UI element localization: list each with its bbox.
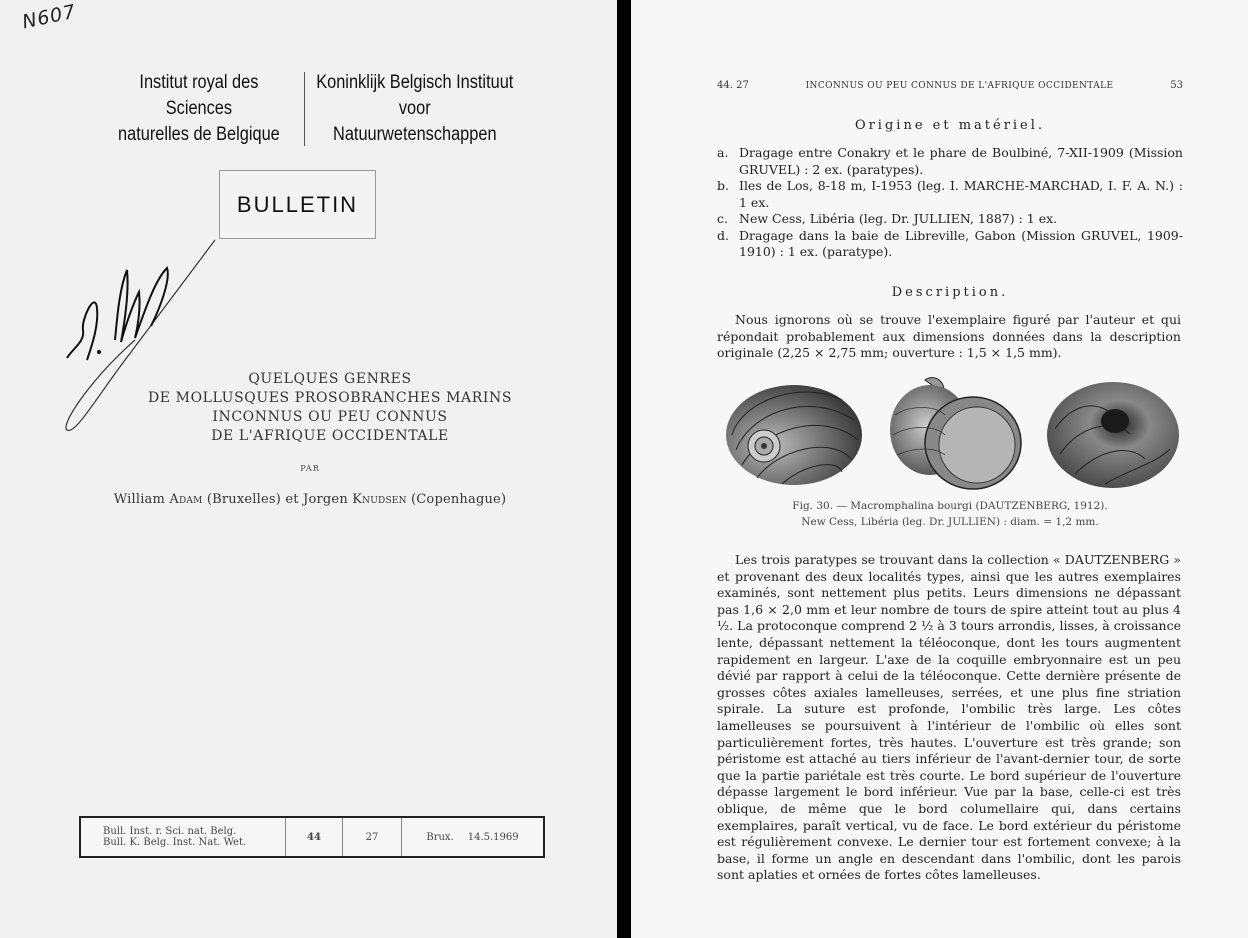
authors-line: William Adam (Bruxelles) et Jorgen Knudsen (Copenhague): [113, 492, 507, 507]
handwritten-catalog-number: N607: [20, 0, 79, 34]
shell-umbilical-view-icon: [1045, 379, 1181, 491]
figure-caption: [717, 498, 1183, 530]
article-title: QUELQUES GENRES DE MOLLUSQUES PROSOBRANCHES MARINS INCONNUS OU PEU CONNUS DE L'AFRIQUE OCCIDENTALE: [147, 371, 513, 444]
figure-caption-line1: Fig. 30. — Macromphalina bourgi (DAUTZENBERG, 1912).: [792, 500, 1108, 512]
author1-surname: Adam: [169, 492, 203, 507]
institute-name-french: Institut royal des Sciences naturelles de Belgique: [118, 72, 280, 145]
page-number: 53: [1170, 80, 1183, 91]
par-label: PAR: [300, 464, 320, 473]
origin-heading: Origine et matériel.: [854, 118, 1046, 133]
shell-figure: [717, 375, 1183, 495]
institute-header: [60, 70, 560, 148]
citation-place-date: Brux. 14.5.1969: [426, 831, 519, 843]
figure-caption-line2: New Cess, Libéria (leg. Dr. JULLIEN) : diam. = 1,2 mm.: [801, 516, 1099, 528]
citation-box: [79, 816, 545, 858]
institute-name-dutch: Koninklijk Belgisch Instituut voor Natuurwetenschappen: [315, 72, 514, 145]
description-intro: Nous ignorons où se trouve l'exemplaire figuré par l'auteur et qui répondait probablement aux dimensions données dans la description originale (2,25 × 2,75 mm; ouverture : 1,5 × 1,5 mm).: [717, 312, 1181, 361]
origin-item: d. Dragage dans la baie de Libreville, Gabon (Mission GRUVEL, 1909-1910) : 1 ex. (paratype).: [717, 227, 1183, 259]
citation-journal: Bull. Inst. r. Sci. nat. Belg. Bull. K. Belg. Inst. Nat. Wet.: [81, 818, 286, 856]
cover-page: [0, 0, 617, 938]
citation-number: 27: [343, 818, 402, 856]
volume-number: 44. 27: [717, 80, 749, 91]
shell-apical-view-icon: [722, 380, 862, 490]
description-heading: Description.: [891, 285, 1009, 300]
shell-apertural-view-icon: [885, 375, 1025, 493]
citation-volume: 44: [286, 818, 343, 856]
bulletin-label: BULLETIN: [219, 170, 376, 239]
running-head: [717, 80, 1183, 91]
origin-list: [717, 145, 1183, 261]
origin-item: c. New Cess, Libéria (leg. Dr. JULLIEN, 1887) : 1 ex.: [717, 211, 1058, 226]
author2-surname: Knudsen: [352, 492, 407, 507]
running-title: INCONNUS OU PEU CONNUS DE L'AFRIQUE OCCIDENTALE: [805, 81, 1114, 91]
origin-item: b. Iles de Los, 8-18 m, I-1953 (leg. I. MARCHE-MARCHAD, I. F. A. N.) : 1 ex.: [717, 178, 1183, 210]
origin-item: a. Dragage entre Conakry et le phare de Boulbiné, 7-XII-1909 (Mission GRUVEL) : 2 ex. (paratypes).: [717, 145, 1183, 177]
description-body: Les trois paratypes se trouvant dans la collection « DAUTZENBERG » et provenant des deux localités types, ainsi que les autres exemplaires examinés, sont nettement plus petits. Leurs dimensions ne dépassant pas 1,6 × 2,0 mm et leur nombre de tours de spire atteint tout au plus 4 ½. La protoconque comprend 2 ½ à 3 tours arrondis, lisses, à croissance lente, dépassant nettement la téléoconque, dont les tours augmentent rapidement en largeur. L'axe de la coquille embryonnaire est un peu dévié par rapport à celui de la téléoconque. Cette dernière présente de grosses côtes axiales lamelleuses, serrées, et une plus fine striation spirale. La suture est profonde, l'ombilic très large. Les côtes lamelleuses se poursuivent à l'intérieur de l'ombilic où elles sont particulièrement fortes, très hautes. L'ouverture est très grande; son péristome est attaché au tiers inférieur de l'avant-dernier tour, de sorte que la partie pariétale est très courte. Le bord supérieur de l'ouverture dépasse largement le bord inférieur. Vue par la base, celle-ci est très oblique, de même que le bord columellaire qui, dans certains exemplaires, paraît vertical, vu de face. Le bord extérieur du péristome est régulièrement convexe. Le dernier tour est fortement convexe; à la base, il forme un angle en descendant dans l'ombilic, dont les parois sont aplaties et ornées de fortes côtes lamelleuses.: [717, 552, 1181, 883]
